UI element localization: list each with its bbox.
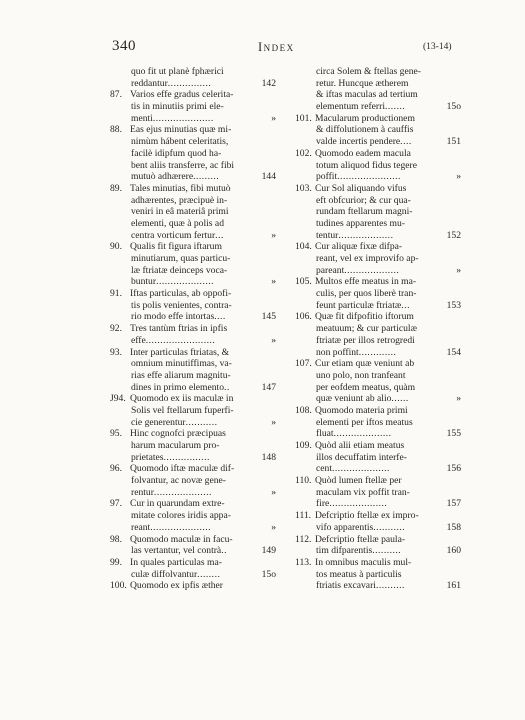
page-reference: 156 xyxy=(446,463,461,475)
entry-line xyxy=(295,382,461,394)
index-entry xyxy=(295,534,461,557)
entry-text: Quomodo materia primi xyxy=(315,404,408,416)
entry-text: Cur Sol aliquando vifus xyxy=(315,182,407,194)
entry-line xyxy=(295,206,461,218)
entry-text: Cur etiam quæ veniunt ab xyxy=(315,358,415,370)
leader-dots: .. xyxy=(221,545,227,557)
entry-text: quæ veniunt ab alio xyxy=(316,393,392,405)
entry-text: culis, per quos liberè tran- xyxy=(316,288,417,300)
entry-line xyxy=(295,569,461,581)
entry-text: cie generentur xyxy=(131,416,186,428)
entry-line xyxy=(295,276,461,288)
page-reference: 147 xyxy=(261,381,276,393)
entry-line xyxy=(295,124,461,136)
right-column xyxy=(295,66,461,592)
entry-line xyxy=(295,311,461,323)
entry-line xyxy=(110,405,276,417)
entry-line xyxy=(295,148,461,160)
entry-line xyxy=(110,557,276,569)
entry-line xyxy=(110,358,276,370)
entry-line xyxy=(110,335,276,347)
entry-text: meatuum; & cur particulæ xyxy=(316,323,417,335)
entry-text: bent aliis transferre, ac fibi xyxy=(131,159,235,171)
entry-line xyxy=(110,452,276,464)
leader-dots: ................... xyxy=(344,264,400,276)
entry-line xyxy=(110,522,276,534)
entry-number: 95. xyxy=(110,428,122,440)
page-reference: 160 xyxy=(446,545,461,557)
leader-dots: .. xyxy=(224,381,230,393)
entry-line xyxy=(295,417,461,429)
entry-text: tim difparentis xyxy=(316,545,373,557)
entry-text: cent xyxy=(316,463,332,475)
entry-line xyxy=(295,265,461,277)
index-entry xyxy=(110,557,276,580)
entry-number: 112. xyxy=(295,533,312,545)
entry-line xyxy=(110,241,276,253)
entry-text: minutiarum, quas particu- xyxy=(131,253,231,264)
entry-number: 92. xyxy=(110,323,122,335)
entry-text: las vertantur, vel contrà xyxy=(131,545,222,557)
leader-dots: .................... xyxy=(153,486,212,498)
page-reference: 152 xyxy=(446,229,461,241)
entry-number: 111. xyxy=(295,510,312,522)
entry-line xyxy=(295,358,461,370)
index-entry xyxy=(295,475,461,510)
entry-text: nimùm hábent celeritatis, xyxy=(131,136,229,148)
entry-line xyxy=(110,218,276,230)
index-entry xyxy=(295,148,461,183)
leader-dots: ......... xyxy=(193,171,220,183)
entry-text: & iftas maculas ad tertium xyxy=(316,89,418,101)
leader-dots: ..................... xyxy=(150,521,212,533)
entry-text: effe xyxy=(131,334,146,346)
entry-line xyxy=(110,347,276,359)
page-reference: » xyxy=(456,264,461,276)
entry-line xyxy=(295,136,461,148)
leader-dots: ... xyxy=(401,299,410,311)
entry-text: tos meatus à particulis xyxy=(316,568,402,580)
entry-text: Quòd lumen ftellæ per xyxy=(315,475,402,487)
entry-line xyxy=(110,124,276,136)
page-reference: 148 xyxy=(261,451,276,463)
entry-text: Hinc cognofci præcipuas xyxy=(130,428,226,440)
entry-text: adhærentes, præcipuè in- xyxy=(131,194,228,206)
entry-text: culæ diffolvantur xyxy=(131,568,198,580)
page-reference: 153 xyxy=(446,299,461,311)
entry-number: 105. xyxy=(295,276,312,288)
index-entry xyxy=(295,440,461,475)
leader-dots: ............. xyxy=(358,346,397,358)
entry-number: J94. xyxy=(110,393,126,405)
entry-text: vifo apparentis xyxy=(316,521,374,533)
entry-text: quo fit ut planè fphærici xyxy=(131,66,224,77)
entry-text: In omnibus maculis mul- xyxy=(315,556,412,568)
page-reference: » xyxy=(271,486,276,498)
entry-number: 88. xyxy=(110,124,122,136)
leader-dots: .................... xyxy=(329,498,388,510)
index-entry xyxy=(295,276,461,311)
entry-text: Multos effe meatus in ma- xyxy=(315,276,417,288)
entry-text: mutuò adhærere xyxy=(131,171,194,183)
entry-line xyxy=(295,440,461,452)
entry-number: 104. xyxy=(295,241,312,253)
page-reference: 157 xyxy=(446,498,461,510)
entry-number: 102. xyxy=(295,147,312,159)
entry-number: 90. xyxy=(110,241,122,253)
leader-dots: .......... xyxy=(372,545,402,557)
entry-text: Cur in quarundam extre- xyxy=(130,498,225,510)
entry-text: Iftas particulas, ab oppofi- xyxy=(130,288,232,300)
entry-text: uno polo, non tranfeant xyxy=(316,369,406,381)
entry-line xyxy=(110,195,276,207)
entry-line xyxy=(295,347,461,359)
index-entry xyxy=(110,393,276,428)
entry-line xyxy=(295,405,461,417)
leader-dots: ........................ xyxy=(145,334,216,346)
entry-line xyxy=(295,510,461,522)
index-entry xyxy=(295,66,461,113)
entry-line xyxy=(110,417,276,429)
entry-line xyxy=(295,487,461,499)
entry-text: Defcriptio ftellæ paula- xyxy=(315,533,406,545)
entry-text: eft obfcurior; & cur qua- xyxy=(316,194,411,206)
index-entry xyxy=(295,311,461,358)
entry-text: Quæ fit difpofitio iftorum xyxy=(315,311,414,323)
index-entry xyxy=(110,183,276,241)
entry-text: & diffolutionem à cauffis xyxy=(316,124,414,136)
entry-text: rias effe aliarum magnitu- xyxy=(131,369,231,381)
entry-text: Quomodo ex ipfis æther xyxy=(130,580,223,592)
entry-number: 103. xyxy=(295,182,312,194)
entry-text: prietates xyxy=(131,451,164,463)
page-reference: » xyxy=(271,112,276,124)
entry-number: 106. xyxy=(295,311,312,323)
page-reference: 155 xyxy=(446,428,461,440)
index-entry xyxy=(295,113,461,148)
entry-text: Defcriptio ftellæ ex impro- xyxy=(315,510,419,522)
entry-number: 113. xyxy=(295,556,312,568)
entry-number: 99. xyxy=(110,556,122,568)
entry-text: tis polis venientes, contra- xyxy=(131,299,232,311)
entry-number: 93. xyxy=(110,346,122,358)
entry-line xyxy=(295,370,461,382)
entry-line xyxy=(295,101,461,113)
entry-number: 110. xyxy=(295,475,312,487)
entry-line xyxy=(110,569,276,581)
entry-text: Cur aliquæ fixæ difpa- xyxy=(315,241,403,253)
entry-line xyxy=(110,265,276,277)
index-entry xyxy=(110,534,276,557)
page-reference: » xyxy=(271,276,276,288)
index-entry xyxy=(110,580,276,592)
leader-dots: ........... xyxy=(373,521,406,533)
entry-text: Quomodo eadem macula xyxy=(315,147,411,159)
running-title: Index xyxy=(258,40,295,54)
leader-dots: .................... xyxy=(156,276,215,288)
entry-line xyxy=(110,101,276,113)
entry-line xyxy=(110,230,276,242)
entry-line xyxy=(295,89,461,101)
entry-line xyxy=(295,113,461,125)
entry-text: poffit xyxy=(316,171,338,183)
page-reference: 144 xyxy=(261,171,276,183)
leader-dots: .... xyxy=(214,311,226,323)
entry-line xyxy=(295,498,461,510)
entry-text: centra vorticum fertur xyxy=(131,229,216,241)
page-reference: 145 xyxy=(261,311,276,323)
entry-line xyxy=(110,498,276,510)
entry-text: Quòd alii etiam meatus xyxy=(315,440,405,451)
entry-line xyxy=(295,452,461,464)
index-entry xyxy=(295,183,461,241)
entry-text: Qualis fit figura iftarum xyxy=(130,241,222,253)
entry-line xyxy=(295,253,461,265)
index-entry xyxy=(295,405,461,440)
page-reference: » xyxy=(271,416,276,428)
page-reference: » xyxy=(456,171,461,183)
page-reference: » xyxy=(271,521,276,533)
index-entry xyxy=(295,557,461,592)
entry-text: Macularum productionem xyxy=(315,112,415,124)
page-number: 340 xyxy=(112,38,136,54)
index-entry xyxy=(110,124,276,182)
page-reference: » xyxy=(271,334,276,346)
index-entry xyxy=(295,510,461,533)
entry-line xyxy=(295,323,461,335)
entry-line xyxy=(110,510,276,522)
leader-dots: ........ xyxy=(197,568,221,580)
entry-line xyxy=(110,311,276,323)
entry-text: non poffint xyxy=(316,346,359,358)
index-entry xyxy=(110,66,276,89)
entry-text: rentur xyxy=(131,486,154,498)
page-reference: 161 xyxy=(446,580,461,592)
index-entry xyxy=(110,347,276,394)
page-reference: 158 xyxy=(446,521,461,533)
entry-line xyxy=(295,171,461,183)
entry-line xyxy=(110,382,276,394)
entry-line xyxy=(295,428,461,440)
index-entry xyxy=(295,241,461,276)
page-reference: 151 xyxy=(446,136,461,148)
entry-text: rio modo effe intortas xyxy=(131,311,215,323)
entry-text: Varios effe gradus celerita- xyxy=(130,89,234,101)
page-reference: 149 xyxy=(261,545,276,557)
entry-line xyxy=(295,300,461,312)
entry-number: 96. xyxy=(110,463,122,475)
entry-text: Inter particulas ftriatas, & xyxy=(130,346,230,358)
entry-text: tis in minutiis primi ele- xyxy=(131,101,224,113)
leader-dots: ............... xyxy=(167,77,212,89)
page-reference: 142 xyxy=(261,77,276,89)
page-reference: 154 xyxy=(446,346,461,358)
entry-line xyxy=(110,323,276,335)
entry-line xyxy=(295,160,461,172)
entry-text: reant xyxy=(131,521,151,533)
page-reference: » xyxy=(456,393,461,405)
leader-dots: .................... xyxy=(333,428,392,440)
entry-line xyxy=(295,218,461,230)
entry-text: Eas ejus minutias quæ mi- xyxy=(130,124,232,136)
entry-text: Solis vel ftellarum fuperfi- xyxy=(131,404,234,416)
entry-line xyxy=(295,335,461,347)
entry-line xyxy=(110,78,276,90)
entry-text: Quomodo maculæ in facu- xyxy=(130,533,233,545)
entry-text: buntur xyxy=(131,276,157,288)
entry-line xyxy=(110,393,276,405)
entry-line xyxy=(295,78,461,90)
index-entry xyxy=(295,358,461,405)
entry-line xyxy=(295,522,461,534)
page-reference: 15o xyxy=(446,101,461,113)
section-range: (13-14) xyxy=(423,42,452,52)
index-entry xyxy=(110,323,276,346)
index-entry xyxy=(110,428,276,463)
entry-line xyxy=(110,276,276,288)
entry-text: menti xyxy=(131,112,153,124)
entry-line xyxy=(295,475,461,487)
page-header xyxy=(0,38,525,56)
entry-line xyxy=(295,241,461,253)
entry-text: fluat xyxy=(316,428,334,440)
entry-line xyxy=(295,183,461,195)
entry-text: harum macularum pro- xyxy=(131,440,220,451)
entry-line xyxy=(110,580,276,592)
entry-text: læ ftriatæ deinceps voca- xyxy=(131,264,228,276)
entry-line xyxy=(110,545,276,557)
entry-text: veniri in eâ materiâ primi xyxy=(131,206,229,218)
entry-line xyxy=(110,300,276,312)
entry-line xyxy=(110,487,276,499)
leader-dots: .... xyxy=(400,136,412,148)
entry-text: elementum referri xyxy=(316,101,385,113)
entry-text: In quales particulas ma- xyxy=(130,556,222,568)
entry-number: 108. xyxy=(295,404,312,416)
entry-text: ftriatis excavari xyxy=(316,580,376,592)
leader-dots: ... xyxy=(215,229,224,241)
entry-text: tudines apparentes mu- xyxy=(316,217,405,229)
entry-number: 97. xyxy=(110,498,122,510)
leader-dots: .................... xyxy=(331,463,390,475)
entry-number: 98. xyxy=(110,533,122,545)
entry-line xyxy=(295,288,461,300)
entry-text: tentur xyxy=(316,229,339,241)
entry-text: elementi per iftos meatus xyxy=(316,416,413,428)
entry-text: retur. Huncque ætherem xyxy=(316,77,409,89)
entry-number: 107. xyxy=(295,358,312,370)
entry-line xyxy=(110,148,276,160)
entry-line xyxy=(110,428,276,440)
entry-line xyxy=(110,463,276,475)
entry-number: 87. xyxy=(110,89,122,101)
entry-text: Quomodo iftæ maculæ dif- xyxy=(130,463,235,475)
entry-text: valde incertis pendere xyxy=(316,136,401,148)
page-reference: 15o xyxy=(261,568,276,580)
leader-dots: ...................... xyxy=(337,171,401,183)
index-entry xyxy=(110,463,276,498)
entry-line xyxy=(295,534,461,546)
entry-text: totum aliquod fidus tegere xyxy=(316,159,417,171)
entry-text: dines in primo elemento xyxy=(131,381,224,393)
entry-text: ftriatæ per illos retrogredi xyxy=(316,334,415,346)
entry-text: reant, vel ex improvifo ap- xyxy=(316,253,419,264)
entry-line xyxy=(295,393,461,405)
leader-dots: ...... xyxy=(391,393,409,405)
left-column xyxy=(110,66,276,592)
entry-line xyxy=(110,440,276,452)
entry-line xyxy=(110,288,276,300)
entry-text: circa Solem & ftellas gene- xyxy=(316,66,421,77)
entry-text: rundam ftellarum magni- xyxy=(316,206,413,218)
entry-line xyxy=(110,253,276,265)
index-entry xyxy=(110,89,276,124)
entry-text: mitate colores iridis appa- xyxy=(131,510,231,522)
entry-line xyxy=(110,534,276,546)
entry-line xyxy=(110,475,276,487)
entry-line xyxy=(110,171,276,183)
page-reference: » xyxy=(271,229,276,241)
entry-text: Tres tantùm ftrias in ipfis xyxy=(130,323,228,335)
entry-text: elementi, quæ à polis ad xyxy=(131,217,224,229)
entry-number: 89. xyxy=(110,182,122,194)
entry-line xyxy=(110,183,276,195)
entry-number: 109. xyxy=(295,440,312,451)
entry-line xyxy=(110,370,276,382)
entry-text: illos decuffatim interfe- xyxy=(316,451,407,463)
entry-text: omnium minutiffimas, va- xyxy=(131,358,232,370)
leader-dots: ..................... xyxy=(152,112,214,124)
entry-text: fire xyxy=(316,498,330,510)
entry-line xyxy=(295,557,461,569)
entry-text: pareant xyxy=(316,264,345,276)
entry-text: feunt particulæ ftriatæ xyxy=(316,299,402,311)
entry-line xyxy=(295,230,461,242)
leader-dots: ........... xyxy=(185,416,218,428)
index-entry xyxy=(110,288,276,323)
entry-number: 100. xyxy=(110,580,127,592)
entry-line xyxy=(110,160,276,172)
index-entry xyxy=(110,241,276,288)
entry-number: 91. xyxy=(110,288,122,300)
leader-dots: .......... xyxy=(375,580,405,592)
entry-line xyxy=(295,580,461,592)
index-entry xyxy=(110,498,276,533)
entry-text: per eofdem meatus, quàm xyxy=(316,381,416,393)
entry-line xyxy=(110,113,276,125)
entry-line xyxy=(110,89,276,101)
entry-text: folvantur, ac novæ gene- xyxy=(131,475,226,487)
entry-line xyxy=(110,66,276,78)
leader-dots: ................... xyxy=(338,229,394,241)
entry-line xyxy=(295,545,461,557)
entry-text: maculam vix poffit tran- xyxy=(316,486,410,498)
entry-number: 101. xyxy=(295,112,312,124)
entry-text: reddantur xyxy=(131,77,168,89)
leader-dots: ................ xyxy=(163,451,210,463)
entry-text: facilè idipfum quod ha- xyxy=(131,147,222,159)
leader-dots: ....... xyxy=(384,101,406,113)
entry-line xyxy=(295,195,461,207)
entry-line xyxy=(110,136,276,148)
entry-line xyxy=(295,463,461,475)
entry-text: Quomodo ex iis maculæ in xyxy=(130,393,234,405)
entry-line xyxy=(295,66,461,78)
entry-text: Tales minutias, fibi mutuò xyxy=(130,182,231,194)
entry-line xyxy=(110,206,276,218)
